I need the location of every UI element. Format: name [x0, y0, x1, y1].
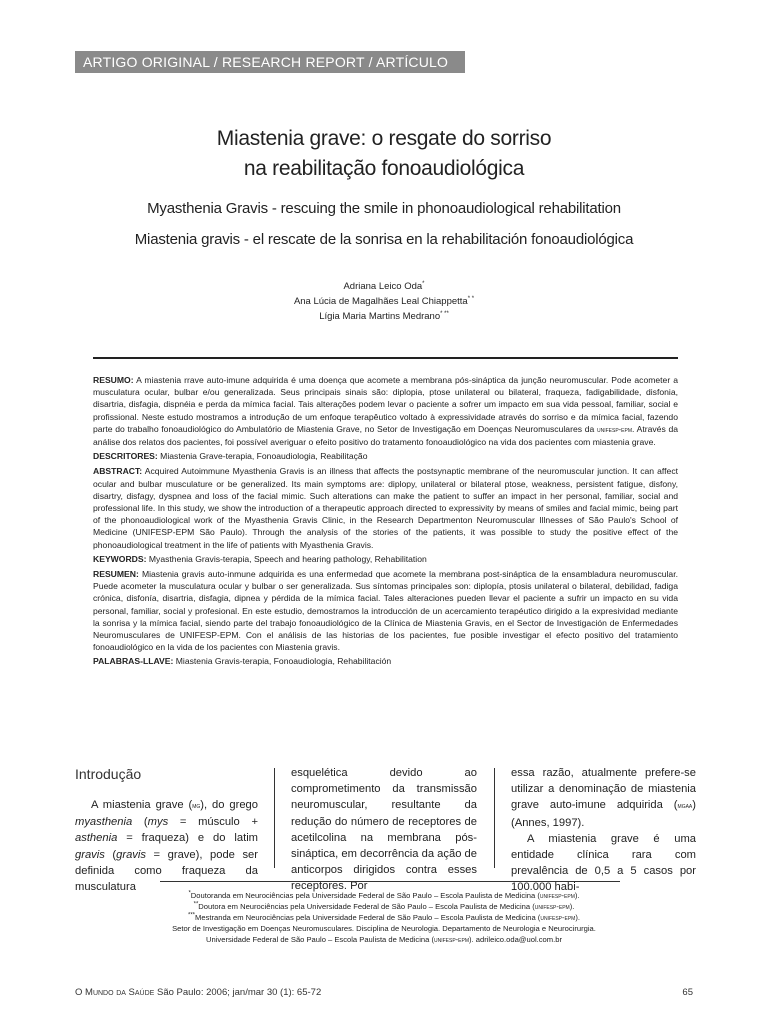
- english-title: Myasthenia Gravis - rescuing the smile in phonoaudiological rehabilitation: [147, 200, 621, 217]
- keywords-text: Myasthenia Gravis-terapia, Speech and hearing pathology, Rehabilitation: [148, 553, 427, 564]
- footnotes: [75, 890, 693, 945]
- footnote-text: ). adrileico.oda@uol.com.br: [469, 935, 562, 944]
- author-mark: *: [422, 280, 425, 287]
- footnote-org: unifesp-epm: [540, 913, 576, 922]
- footnote-4: Setor de Investigação em Doenças Neuromusculares. Disciplina de Neurologia. Departamento de Neurologia e Neurocirurgia.: [172, 924, 596, 933]
- page-number: 65: [682, 987, 693, 998]
- abstract-label: ABSTRACT:: [93, 466, 143, 477]
- term-gravis: gravis: [116, 848, 146, 861]
- abstract-text: Acquired Autoimmune Myasthenia Gravis is an illness that affects the postsynaptic membrane of the neuromuscular junction. It can affect ocular and bulbar musculature or be generalized. Its main symptoms are: diplopy, unilateral or bilateral ptose, weakness, persistent fatigue, disfony, disartry, disfagy, dyspnea and loss of the facial mimic. Such alterations can make the patient to suffer an impact in her personal, familiar, social and professional life. In this study, we show the introduction of a therapeutic approach directed to expressivity by means of smiles and facial mimic, being part of the phonoaudiological work of the Myasthenia Gravis Clinic, in the Research Departmenton Neuromuscular Illnesses of São Paulo's School of Medicine (UNIFESP-EPM São Paulo). Through the analysis of the stories of the patients, it was possible to study the positive effect of the phonoaudiological treatment in the life of patients with Myasthenia Gravis.: [93, 466, 678, 550]
- palabras-text: Miastenia Gravis-terapia, Fonoaudiologia, Rehabilitación: [175, 656, 392, 667]
- footnote-text: Doutora em Neurociências pela Universidade Federal de São Paulo – Escola Paulista de Medicina (: [198, 902, 535, 911]
- footnote-text: Universidade Federal de São Paulo – Escola Paulista de Medicina (: [206, 935, 434, 944]
- text-run: (: [132, 816, 148, 829]
- article-title-line1: Miastenia grave: o resgate do sorriso: [216, 127, 552, 150]
- footnote-2: [75, 901, 693, 912]
- resumo-paragraph: [93, 374, 678, 448]
- body-column-2: [291, 765, 477, 895]
- col3-paragraph-2: A miastenia grave é uma entidade clínica rara com prevalência de 0,5 a 5 casos por 100.000 habi-: [511, 832, 696, 894]
- section-label: ARTIGO ORIGINAL / RESEARCH REPORT / ARTÍCULO: [75, 51, 465, 73]
- resumo-label: RESUMO:: [93, 375, 134, 385]
- palabras-paragraph: [93, 655, 678, 667]
- section-heading-introducao: Introdução: [75, 766, 142, 782]
- footnote-divider: [160, 881, 620, 882]
- term-myasthenia: myasthenia: [75, 816, 133, 829]
- article-title-line2: na reabilitação fonoaudiológica: [243, 157, 525, 180]
- text-run: essa razão, atualmente prefere-se utilizar a denominação de miastenia grave auto-imune adquirida (: [511, 767, 696, 812]
- footnote-org: unifesp-epm: [433, 935, 469, 944]
- col2-paragraph: esquelética devido ao comprometimento da transmissão neuromuscular, resultante da redução do número de receptores de acetilcolina na membrana pós-sináptica, em decorrência da ação de anticorpos dirigidos contra esses receptores. Por: [291, 767, 477, 893]
- footnote-mark: **: [193, 901, 199, 908]
- palabras-label: PALABRAS-LLAVE:: [93, 656, 174, 667]
- text-run: ) (Annes, 1997).: [511, 799, 696, 829]
- text-run: = músculo +: [168, 816, 258, 829]
- resumo-text-end: . Através da análise dos relatos dos pacientes, foi possível averiguar o efeito positivo do tratamento fonoaudiológico na vida dos pacientes com miastenia grave.: [93, 423, 678, 448]
- text-run: (: [104, 848, 117, 861]
- resumo-org: unifesp-epm: [596, 424, 632, 434]
- text-run: = grave), pode ser definida como fraqueza da musculatura: [75, 848, 258, 894]
- text-run: = fraqueza) e do latim: [117, 832, 258, 845]
- footnote-1: [75, 890, 693, 901]
- body-column-3: [511, 765, 696, 896]
- spanish-title: Miastenia gravis - el rescate de la sonrisa en la rehabilitación fonoaudiológica: [134, 231, 634, 248]
- text-run: ), do grego: [200, 799, 258, 811]
- author-name: Lígia Maria Martins Medrano: [319, 311, 441, 322]
- author-mark: * *: [467, 295, 475, 302]
- abstract-block: [93, 374, 678, 671]
- author-2: [0, 294, 768, 309]
- abbr-mg: mg: [192, 801, 201, 810]
- resumo-text: A miastenia rrave auto-imune adquirida é uma doença que acomete a membrana pós-sináptica da junção neuromuscular. Pode acometer a musculatura ocular, bulbar e/ou generalizada. Seus principais sinais são: diplopia, ptose unilateral ou bilateral, fraqueza, fadigabilidade, disfonia, disartria, disfagia, dispnéia e perda da mímica facial. Tais alterações podem levar o paciente a sofrer um impacto em sua vida pessoal, familiar, social e profissional. Neste estudo mostramos a introdução de um enfoque terapêutico voltado à expressividade através do sorriso e da mímica facial, fazendo parte do trabalho fonoaudiológico do Ambulatório de Miastenia Grave, no Setor de Investigação em Doenças Neuromusculares da: [93, 375, 678, 434]
- term-gravis: gravis: [75, 848, 105, 861]
- footnote-text: ).: [574, 891, 580, 900]
- abbr-mgaa: mgaa: [677, 801, 693, 811]
- descritores-label: DESCRITORES:: [93, 451, 158, 462]
- resumen-text: Miastenia gravis auto-inmune adquirida es una enfermedad que acomete la membrana post-sináptica de la ensambladura neuromuscular. Puede acometer la musculatura ocular y bulbar o ser generalizada. Sus síntomas principales son: diplopía, ptosis unilateral o bilateral, debilidad, fadiga crónica, disfonía, disartria, disfagia, dipnea y pérdida de la mímica facial. Tales alteraciones pueden llevar el paciente a sufrir un impacto en su vida personal, familiar, social y profesional. En este estudio, demostramos la introducción de un acercamiento terapéutico dirigido a la expresividad mediante la sonrisa y la mímica facial, siendo parte del trabajo fonoaudiológico de la Clínica de Miastenia Gravis, en el Sector de Investigación de Enfermedades Neuromusculares de UNIFESP-EPM. Con el análisis de las historias de los pacientes, fue posible investigar el efecto positivo del tratamiento fonoaudiológico en la vida de los pacientes con Miastenia gravis.: [93, 569, 678, 653]
- term-asthenia: asthenia: [75, 832, 118, 845]
- footnote-org: unifesp-epm: [539, 891, 575, 900]
- journal-citation: [75, 987, 321, 998]
- footnote-text: Mestranda em Neurociências pela Universidade Federal de São Paulo – Escola Paulista de Medicina (: [195, 913, 541, 922]
- author-name: Adriana Leico Oda: [343, 281, 423, 292]
- keywords-paragraph: [93, 553, 678, 565]
- abstract-divider: [93, 357, 678, 359]
- abstract-paragraph: [93, 465, 678, 550]
- author-3: [0, 309, 768, 324]
- footnote-5: [75, 934, 693, 945]
- author-mark: * **: [440, 310, 449, 317]
- footnote-text: ).: [569, 902, 575, 911]
- citation-text: São Paulo: 2006; jan/mar 30 (1): 65-72: [154, 987, 322, 998]
- resumen-paragraph: [93, 568, 678, 653]
- footnote-mark: *: [188, 890, 191, 897]
- footnote-text: Doutoranda em Neurociências pela Universidade Federal de São Paulo – Escola Paulista de Medicina (: [190, 891, 540, 900]
- footnote-org: unifesp-epm: [534, 902, 570, 911]
- term-mys: mys: [147, 816, 169, 829]
- text-run: A miastenia grave (: [91, 799, 193, 811]
- footnote-mark: ***: [188, 912, 196, 919]
- journal-name: O Mundo da Saúde: [75, 987, 155, 998]
- descritores-text: Miastenia Grave-terapia, Fonoaudiologia, Reabilitação: [160, 451, 368, 462]
- footnote-text: ).: [575, 913, 580, 922]
- column-divider: [274, 768, 275, 868]
- column-divider: [494, 768, 495, 868]
- resumen-label: RESUMEN:: [93, 569, 139, 580]
- body-column-1: [75, 765, 258, 895]
- keywords-label: KEYWORDS:: [93, 553, 147, 564]
- author-1: [0, 279, 768, 294]
- author-name: Ana Lúcia de Magalhães Leal Chiappetta: [293, 296, 468, 307]
- col3-paragraph-1: [511, 765, 696, 831]
- footnote-3: [75, 912, 693, 923]
- descritores-paragraph: [93, 450, 678, 462]
